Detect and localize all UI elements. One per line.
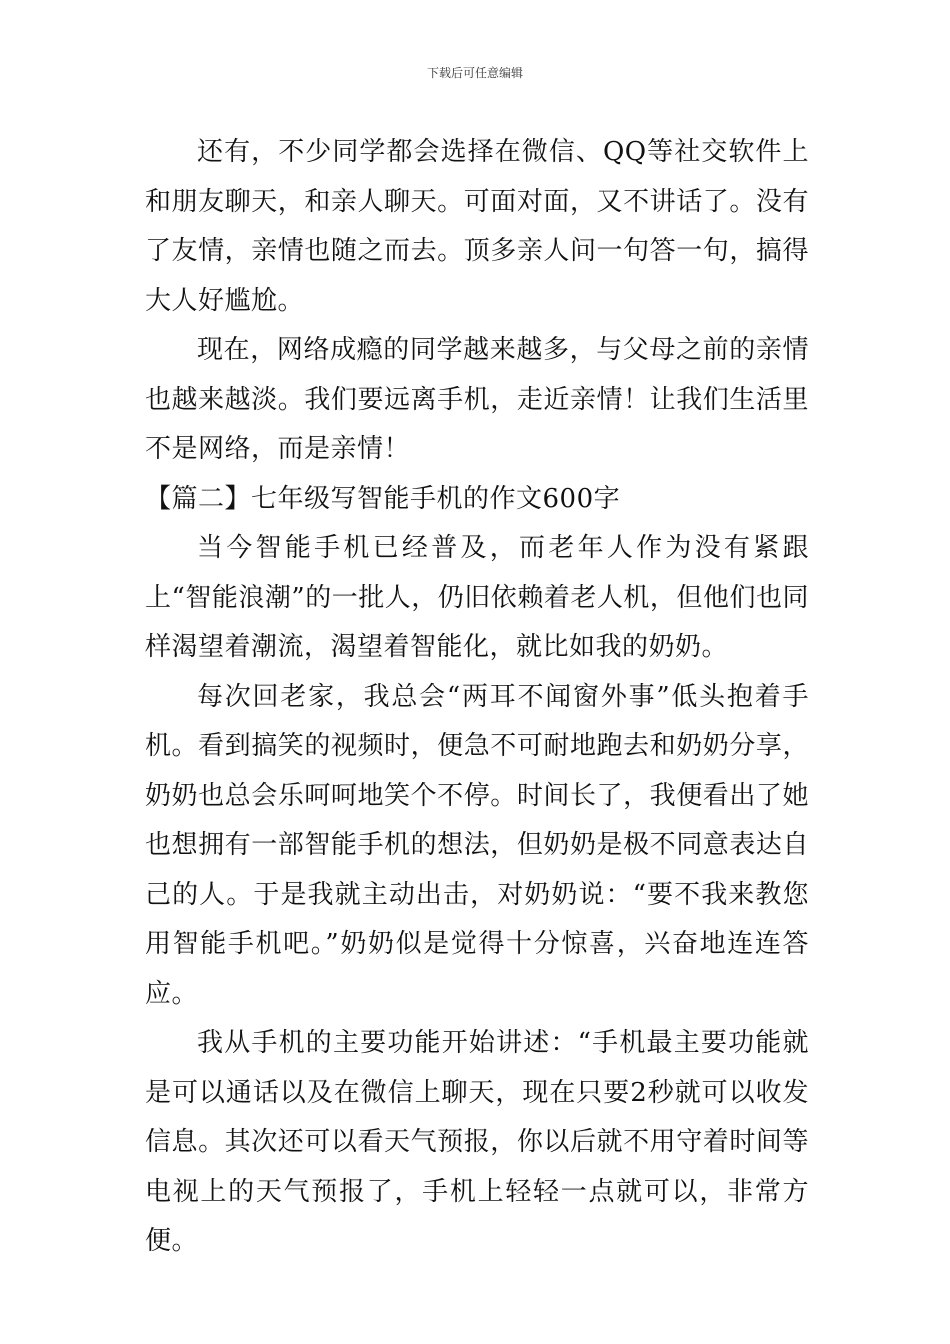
section-paragraph-1: 当今智能手机已经普及，而老年人作为没有紧跟上“智能浪潮”的一批人，仍旧依赖着老人机，但他们也同样渴望着潮流，渴望着智能化，就比如我的奶奶。 (145, 533, 809, 662)
paragraph-2: 现在，网络成瘾的同学越来越多，与父母之前的亲情也越来越淡。我们要远离手机，走近亲情！让我们生活里不是网络，而是亲情！ (145, 335, 809, 464)
section-heading: 【篇二】七年级写智能手机的作文600字 (145, 483, 621, 514)
section-paragraph-2: 每次回老家，我总会“两耳不闻窗外事”低头抱着手机。看到搞笑的视频时，便急不可耐地跑去和奶奶分享，奶奶也总会乐呵呵地笑个不停。时间长了，我便看出了她也想拥有一部智能手机的想法，但奶奶是极不同意表达自己的人。于是我就主动出击，对奶奶说：“要不我来教您用智能手机吧。”奶奶似是觉得十分惊喜，兴奋地连连答应。 (145, 681, 809, 1009)
document-body (145, 128, 809, 1267)
page-header: 下载后可任意编辑 (426, 66, 523, 80)
section-paragraph-3: 我从手机的主要功能开始讲述：“手机最主要功能就是可以通话以及在微信上聊天，现在只要2秒就可以收发信息。其次还可以看天气预报，你以后就不用守着时间等电视上的天气预报了，手机上轻轻一点就可以，非常方便。 (145, 1028, 809, 1256)
paragraph-1: 还有，不少同学都会选择在微信、QQ等社交软件上和朋友聊天，和亲人聊天。可面对面，又不讲话了。没有了友情，亲情也随之而去。顶多亲人问一句答一句，搞得大人好尴尬。 (145, 137, 809, 316)
